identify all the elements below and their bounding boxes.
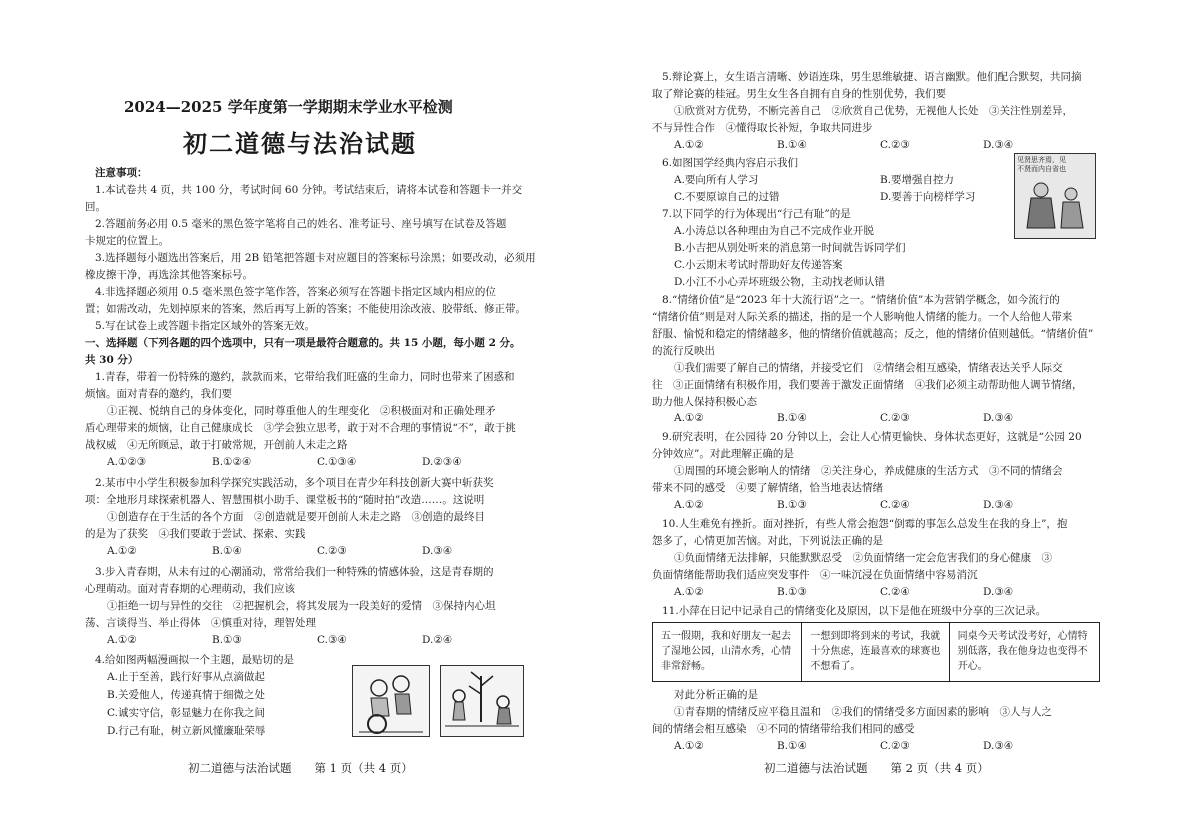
option-a[interactable]: A.止于至善，践行好事从点滴做起 xyxy=(107,671,265,683)
question-1: 1.青春，带着一份特殊的邀约，款款而来，它带给我们旺盛的生命力，同时也带来了困惑和 xyxy=(95,371,515,383)
section-heading: 一、选择题（下列各题的四个选项中，只有一项是最符合题意的。共 15 小题，每小题 2 分。 xyxy=(85,337,521,349)
notice-line: 1.本试卷共 4 页，共 100 分，考试时间 60 分钟。考试结束后，请将本试卷和答题卡一并交 xyxy=(95,184,523,196)
question-2: 2.某市中小学生积极参加科学探究实践活动，多个项目在青少年科技创新大赛中斩获奖 xyxy=(95,477,494,489)
option-d[interactable]: D.③④ xyxy=(983,740,1014,752)
option-a[interactable]: A.①② xyxy=(674,499,704,511)
option-c[interactable]: C.③④ xyxy=(317,634,347,646)
question-5: 5.辩论赛上，女生语言清晰、妙语连珠，男生思维敏捷、语言幽默。他们配合默契，共同摘 xyxy=(662,71,1082,83)
option-c[interactable]: C.①③④ xyxy=(317,456,357,468)
option-a[interactable]: A.小涛总以各种理由为自己不完成作业开脱 xyxy=(674,225,874,237)
cartoon-image xyxy=(440,665,524,737)
notice-title: 注意事项： xyxy=(95,167,148,179)
options-q5 xyxy=(674,139,1086,151)
option-a[interactable]: A.①②③ xyxy=(107,456,147,468)
option-a[interactable]: A.①② xyxy=(674,139,704,151)
option-b[interactable]: B.①③ xyxy=(777,586,807,598)
page-footer: 初二道德与法治试题 第 1 页（共 4 页） xyxy=(188,761,413,775)
question-10: 怨多了，心情更加苦恼。对此，下列说法正确的是 xyxy=(652,535,883,547)
option-a[interactable]: A.①② xyxy=(674,586,704,598)
diary-entry: 同桌今天考试没考好，心情特别低落，我在他身边也变得不开心。 xyxy=(957,631,1088,672)
question-5: 取了辩论赛的桂冠。男生女生各自拥有自身的性别优势，我们要 xyxy=(652,88,946,100)
question-4: 4.给如图两幅漫画拟一个主题，最贴切的是 xyxy=(95,654,295,666)
question-8: 往 ③正面情绪有积极作用，我们要善于激发正面情绪 ④我们必须主动帮助他人调节情绪， xyxy=(652,379,1083,391)
option-b[interactable]: B.①④ xyxy=(777,139,807,151)
question-11: 11.小萍在日记中记录自己的情绪变化及原因，以下是他在班级中分享的三次记录。 xyxy=(662,605,1047,617)
option-c[interactable]: C.②④ xyxy=(880,499,910,511)
question-9: ①周围的环境会影响人的情绪 ②关注身心，养成健康的生活方式 ③不同的情绪会 xyxy=(674,465,1063,477)
notice-line: 2.答题前务必用 0.5 毫米的黑色签字笔将自己的姓名、准考证号、座号填写在试卷及答题 xyxy=(95,218,507,230)
question-11: ①青春期的情绪反应平稳且温和 ②我们的情绪受多方面因素的影响 ③人与人之 xyxy=(674,706,1052,718)
option-c[interactable]: C.诚实守信，彰显魅力在你我之间 xyxy=(107,707,265,719)
exam-header: 2024—2025 学年度第一学期期末学业水平检测 xyxy=(124,98,453,116)
options-q1 xyxy=(107,456,527,468)
option-b[interactable]: B.关爱他人，传递真情于细微之处 xyxy=(107,689,266,701)
notice-line: 回。 xyxy=(85,201,106,213)
option-d[interactable]: D.③④ xyxy=(983,586,1014,598)
question-9: 分钟效应”。对此理解正确的是 xyxy=(652,448,794,460)
option-d[interactable]: D.③④ xyxy=(422,545,453,557)
question-9: 带来不同的感受 ④要了解情绪，恰当地表达情绪 xyxy=(652,482,883,494)
classic-illustration xyxy=(1014,153,1096,239)
notice-line: 置；如需改动，先划掉原来的答案，然后再写上新的答案；不能使用涂改液、胶带纸、修正带。 xyxy=(85,303,526,315)
question-11: 间的情绪会相互感染 ④不同的情绪带给我们相同的感受 xyxy=(652,723,915,735)
question-5: ①欣赏对方优势，不断完善自己 ②欣赏自己优势，无视他人长处 ③关注性别差异， xyxy=(674,105,1073,117)
options-q10 xyxy=(674,586,1086,598)
exam-page-2 xyxy=(600,0,1200,820)
question-3: ①拒绝一切与异性的交往 ②把握机会，将其发展为一段美好的爱情 ③保持内心坦 xyxy=(107,600,496,612)
question-2: 的是为了获奖 ④我们要敢于尝试、探索、实践 xyxy=(85,528,306,540)
option-d[interactable]: D.要善于向榜样学习 xyxy=(880,191,976,203)
question-1: 盾心理带来的烦恼，让自己健康成长 ③学会独立思考，敢于对不合理的事情说“不”，敢于挑 xyxy=(85,422,516,434)
question-8: 舒服、愉悦和稳定的情绪越多，他的情绪价值就越高；反之，他的情绪价值则越低。“情绪价值” xyxy=(652,328,1094,340)
cartoon-wheelchair-icon xyxy=(353,666,429,736)
question-3: 3.步入青春期，从未有过的心潮涌动，常常给我们一种特殊的情感体验，这是青春期的 xyxy=(95,566,494,578)
question-10: 10.人生难免有挫折。面对挫折，有些人常会抱怨“倒霉的事怎么总发生在我的身上”，抱 xyxy=(662,518,1068,530)
option-b[interactable]: B.①④ xyxy=(212,545,242,557)
option-b[interactable]: B.①②④ xyxy=(212,456,252,468)
question-9: 9.研究表明，在公园待 20 分钟以上，会让人心情更愉快、身体状态更好，这就是“公园 20 xyxy=(662,431,1082,443)
options-q9 xyxy=(674,499,1086,511)
option-a[interactable]: A.①② xyxy=(674,740,704,752)
notice-line: 4.非选择题必须用 0.5 毫米黑色签字笔作答，答案必须写在答题卡指定区域内相应的位 xyxy=(95,286,496,298)
options-q2 xyxy=(107,545,527,557)
option-c[interactable]: C.②④ xyxy=(880,586,910,598)
question-1: 战权威 ④无所顾忌，敢于打破常规，开创前人未走之路 xyxy=(85,439,348,451)
option-c[interactable]: C.不要原谅自己的过错 xyxy=(674,191,780,203)
option-a[interactable]: A.①② xyxy=(107,545,137,557)
question-8: “情绪价值”则是对人际关系的描述，指的是一个人影响他人情绪的能力。一个人给他人带来 xyxy=(652,311,1073,323)
notice-line: 5.写在试卷上或答题卡指定区域外的答案无效。 xyxy=(95,320,316,332)
option-b[interactable]: B.①④ xyxy=(777,412,807,424)
question-2: 项：全地形月球探索机器人、智慧围棋小助手、课堂板书的“随时拍”改造……。这说明 xyxy=(85,494,485,506)
section-heading: 共 30 分） xyxy=(85,354,139,366)
notice-line: 橡皮擦干净，再选涂其他答案标号。 xyxy=(85,269,253,281)
illustration-caption: 见贤思齐焉，见不贤而内自省也 xyxy=(1017,156,1066,173)
option-c[interactable]: C.②③ xyxy=(317,545,347,557)
option-d[interactable]: D.③④ xyxy=(983,499,1014,511)
option-b[interactable]: B.要增强自控力 xyxy=(880,174,955,186)
question-8: 的流行反映出 xyxy=(652,345,715,357)
option-d[interactable]: D.③④ xyxy=(983,139,1014,151)
option-b[interactable]: B.①③ xyxy=(212,634,242,646)
option-b[interactable]: B.①④ xyxy=(777,740,807,752)
diary-entry: 一想到即将到来的考试，我就十分焦虑，连最喜欢的球赛也不想看了。 xyxy=(802,623,949,681)
options-q8 xyxy=(674,412,1086,424)
question-6: 6.如图国学经典内容启示我们 xyxy=(662,157,799,169)
notice-line: 3.选择题每小题选出答案后，用 2B 铅笔把答题卡对应题目的答案标号涂黑；如要改动，必须用 xyxy=(95,252,536,264)
question-3: 心理萌动。面对青春期的心理萌动，我们应该 xyxy=(85,583,295,595)
option-d[interactable]: D.小江不小心弄坏班级公物，主动找老师认错 xyxy=(674,276,885,288)
option-c[interactable]: C.小云期末考试时帮助好友传递答案 xyxy=(674,259,843,271)
question-2: ①创造存在于生活的各个方面 ②创造就是要开创前人未走之路 ③创造的最终目 xyxy=(107,511,485,523)
scholar-figures-icon xyxy=(1015,176,1095,236)
option-c[interactable]: C.②③ xyxy=(880,740,910,752)
option-b[interactable]: B.①③ xyxy=(777,499,807,511)
notice-line: 卡规定的位置上。 xyxy=(85,235,169,247)
option-c[interactable]: C.②③ xyxy=(880,139,910,151)
question-11: 对此分析正确的是 xyxy=(674,689,758,701)
question-7: 7.以下同学的行为体现出“行己有耻”的是 xyxy=(662,208,851,220)
option-a[interactable]: A.①② xyxy=(674,412,704,424)
option-d[interactable]: D.③④ xyxy=(983,412,1014,424)
option-c[interactable]: C.②③ xyxy=(880,412,910,424)
cartoon-tree-planting-icon xyxy=(441,666,523,736)
page-footer: 初二道德与法治试题 第 2 页（共 4 页） xyxy=(764,761,989,775)
question-5: 不与异性合作 ④懂得取长补短，争取共同进步 xyxy=(652,122,873,134)
option-d[interactable]: D.②④ xyxy=(422,634,453,646)
diary-table xyxy=(652,622,1100,682)
options-q11 xyxy=(674,740,1086,752)
option-a[interactable]: A.要向所有人学习 xyxy=(674,174,759,186)
question-10: ①负面情绪无法排解，只能默默忍受 ②负面情绪一定会危害我们的身心健康 ③ xyxy=(674,552,1052,564)
diary-entry: 五一假期，我和好朋友一起去了湿地公园，山清水秀，心情非常舒畅。 xyxy=(653,623,802,681)
question-8: 助力他人保持积极心态 xyxy=(652,396,757,408)
option-a[interactable]: A.①② xyxy=(107,634,137,646)
option-d[interactable]: D.②③④ xyxy=(422,456,462,468)
exam-title: 初二道德与法治试题 xyxy=(183,129,417,158)
question-8: 8.“情绪价值”是“2023 年十大流行语”之一。“情绪价值”本为营销学概念，如今流行的 xyxy=(662,294,1060,306)
question-10: 负面情绪能帮助我们适应突发事件 ④一味沉浸在负面情绪中容易消沉 xyxy=(652,569,978,581)
option-d[interactable]: D.行己有耻，树立新风懂廉耻荣辱 xyxy=(107,725,266,737)
question-1: 烦恼。面对青春的邀约，我们要 xyxy=(85,388,232,400)
option-b[interactable]: B.小吉把从别处听来的消息第一时间就告诉同学们 xyxy=(674,242,906,254)
question-3: 荡、言谈得当、举止得体 ④慎重对待，理智处理 xyxy=(85,617,316,629)
question-1: ①正视、悦纳自己的身体变化，同时尊重他人的生理变化 ②积极面对和正确处理矛 xyxy=(107,405,496,417)
cartoon-image xyxy=(352,665,430,737)
question-8: ①我们需要了解自己的情绪，并接受它们 ②情绪会相互感染，情绪表达关乎人际交 xyxy=(674,362,1063,374)
options-q3 xyxy=(107,634,527,646)
